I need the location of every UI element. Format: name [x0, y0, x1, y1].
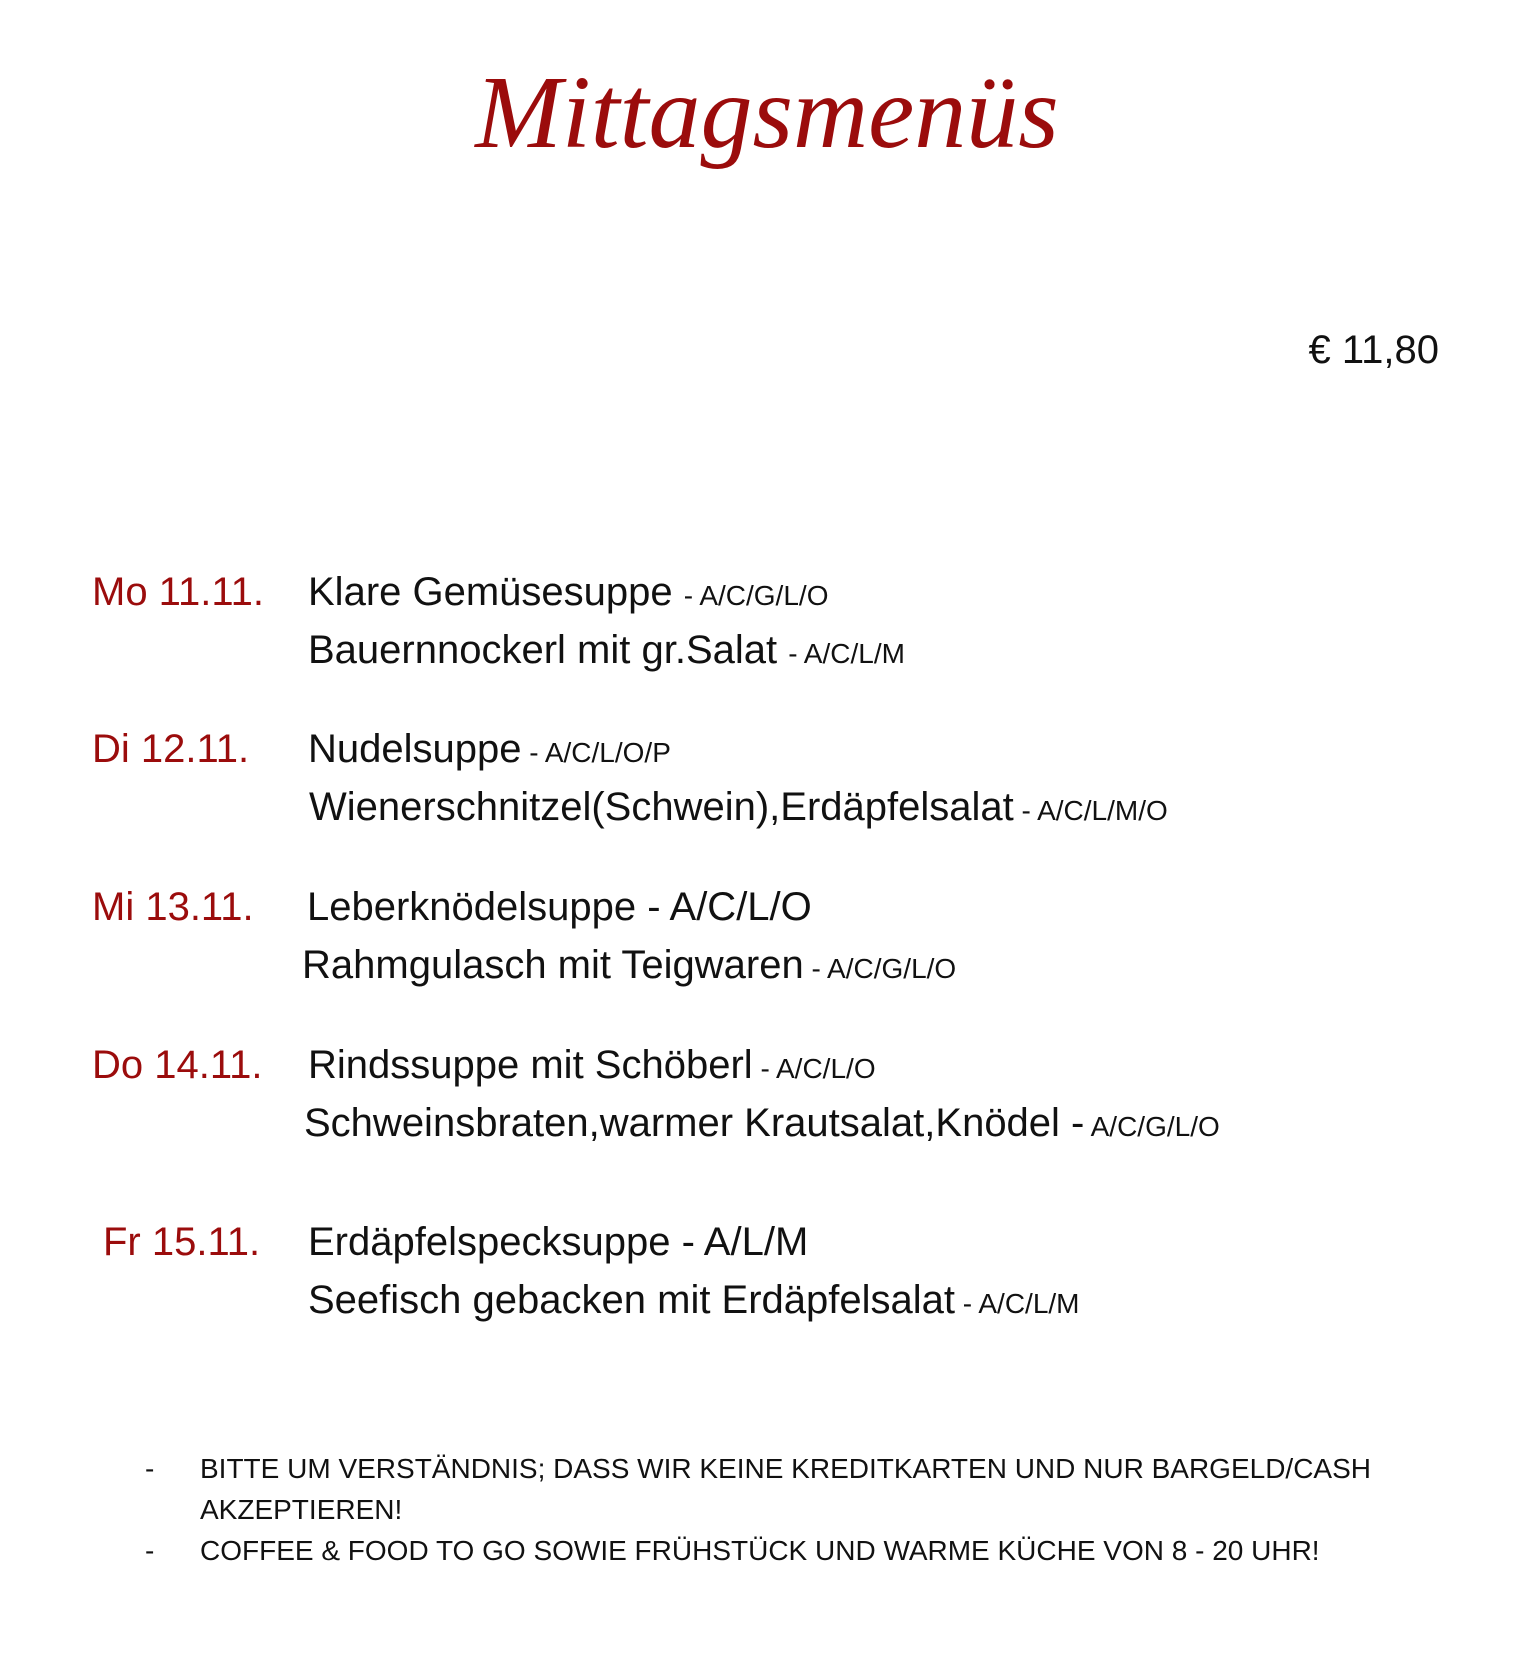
main-course-name: Bauernnockerl mit gr.Salat [308, 628, 789, 672]
menu-price: € 11,80 [1308, 328, 1439, 372]
allergen-codes: - A/C/L/O [752, 1053, 876, 1084]
main-course-line [308, 1275, 1080, 1329]
main-course-name: Seefisch gebacken mit Erdäpfelsalat [308, 1278, 956, 1322]
allergen-codes: - A/C/G/L/O [683, 580, 829, 611]
soup-line [307, 882, 812, 932]
note-item [0, 1530, 1420, 1571]
allergen-codes: A/C/G/L/O [1084, 1111, 1220, 1142]
note-text: COFFEE & FOOD TO GO SOWIE FRÜHSTÜCK UND WARME KÜCHE VON 8 - 20 UHR! [200, 1535, 1320, 1566]
allergen-codes: - A/C/L/M/O [1013, 795, 1168, 826]
day-label: Di 12.11. [92, 727, 250, 771]
soup-name: Rindssuppe mit Schöberl [308, 1043, 753, 1087]
day-label: Do 14.11. [92, 1043, 263, 1087]
page-title: Mittagsmenüs [475, 55, 1059, 170]
soup-line [308, 1040, 876, 1094]
note-text: BITTE UM VERSTÄNDNIS; DASS WIR KEINE KREDITKARTEN UND NUR BARGELD/CASH AKZEPTIEREN! [200, 1453, 1371, 1525]
soup-line [308, 1217, 808, 1267]
main-course-line [304, 1098, 1220, 1152]
main-course-name: Rahmgulasch mit Teigwaren [302, 943, 804, 987]
main-course-line [309, 782, 1168, 836]
soup-name: Klare Gemüsesuppe [308, 570, 684, 614]
allergen-codes: - A/L/M [670, 1220, 809, 1264]
soup-line [308, 567, 828, 621]
notes-list [0, 1448, 1534, 1571]
soup-name: Leberknödelsuppe [307, 885, 637, 929]
note-dash: - [145, 1535, 155, 1566]
main-course-name: Schweinsbraten,warmer Krautsalat,Knödel - [304, 1101, 1085, 1145]
allergen-codes: - A/C/G/L/O [803, 953, 957, 984]
day-label: Mi 13.11. [92, 885, 254, 929]
soup-line [308, 724, 671, 778]
allergen-codes: - A/C/L/M [955, 1288, 1080, 1319]
allergen-codes: - A/C/L/O/P [521, 737, 671, 768]
note-dash: - [145, 1453, 155, 1484]
main-course-name: Wienerschnitzel(Schwein),Erdäpfelsalat [309, 785, 1014, 829]
note-item [0, 1448, 1420, 1530]
soup-name: Nudelsuppe [308, 727, 522, 771]
main-course-line [302, 940, 956, 994]
allergen-codes: - A/C/L/O [636, 885, 812, 929]
day-label: Fr 15.11. [103, 1220, 261, 1264]
day-label: Mo 11.11. [92, 570, 264, 614]
soup-name: Erdäpfelspecksuppe [308, 1220, 671, 1264]
main-course-line [308, 625, 905, 679]
allergen-codes: - A/C/L/M [788, 638, 905, 669]
